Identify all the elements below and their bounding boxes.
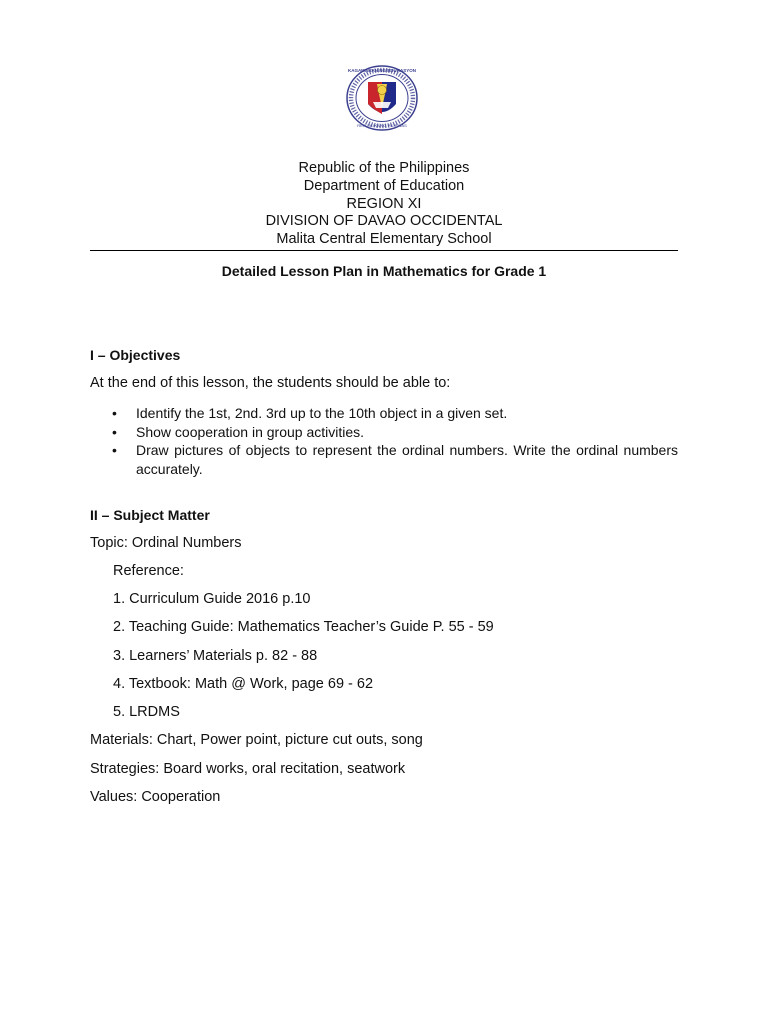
strategies-line: Strategies: Board works, oral recitation, seatwork	[90, 761, 406, 777]
list-item: • Draw pictures of objects to represent the ordinal numbers. Write the ordinal numbers accurately.	[108, 441, 678, 478]
subject-matter-heading: II – Subject Matter	[90, 507, 210, 523]
reference-item: 2. Teaching Guide: Mathematics Teacher’s Guide P. 55 - 59	[113, 619, 494, 635]
values-line: Values: Cooperation	[90, 789, 221, 805]
reference-item: 1. Curriculum Guide 2016 p.10	[113, 591, 311, 607]
header-divider	[90, 250, 678, 251]
seal-bottom-text: REPUBLIKA NG PILIPINAS	[357, 123, 407, 128]
list-item: • Identify the 1st, 2nd. 3rd up to the 10th object in a given set.	[108, 404, 678, 423]
header-republic: Republic of the Philippines	[298, 160, 470, 176]
seal-top-text: KAGAWARAN NG EDUKASYON	[347, 68, 417, 73]
topic-line: Topic: Ordinal Numbers	[90, 535, 242, 551]
deped-seal-logo	[344, 64, 420, 132]
objectives-intro: At the end of this lesson, the students should be able to:	[90, 375, 451, 391]
reference-item: 5. LRDMS	[113, 704, 180, 720]
header-region: REGION XI	[346, 195, 422, 212]
header-division: DIVISION OF DAVAO OCCIDENTAL	[265, 213, 503, 230]
objectives-heading: I – Objectives	[90, 347, 181, 363]
header-school: Malita Central Elementary School	[276, 231, 492, 248]
document-title: Detailed Lesson Plan in Mathematics for Grade 1	[221, 263, 547, 279]
header-department: Department of Education	[303, 177, 465, 194]
list-item: • Show cooperation in group activities.	[108, 423, 678, 442]
letterhead	[90, 160, 678, 249]
reference-item: 4. Textbook: Math @ Work, page 69 - 62	[113, 676, 374, 692]
reference-label: Reference:	[113, 563, 184, 579]
seal-icon	[344, 64, 420, 132]
materials-line: Materials: Chart, Power point, picture cut outs, song	[90, 732, 423, 748]
objectives-list	[108, 404, 678, 478]
reference-item: 3. Learners’ Materials p. 82 - 88	[113, 648, 318, 664]
